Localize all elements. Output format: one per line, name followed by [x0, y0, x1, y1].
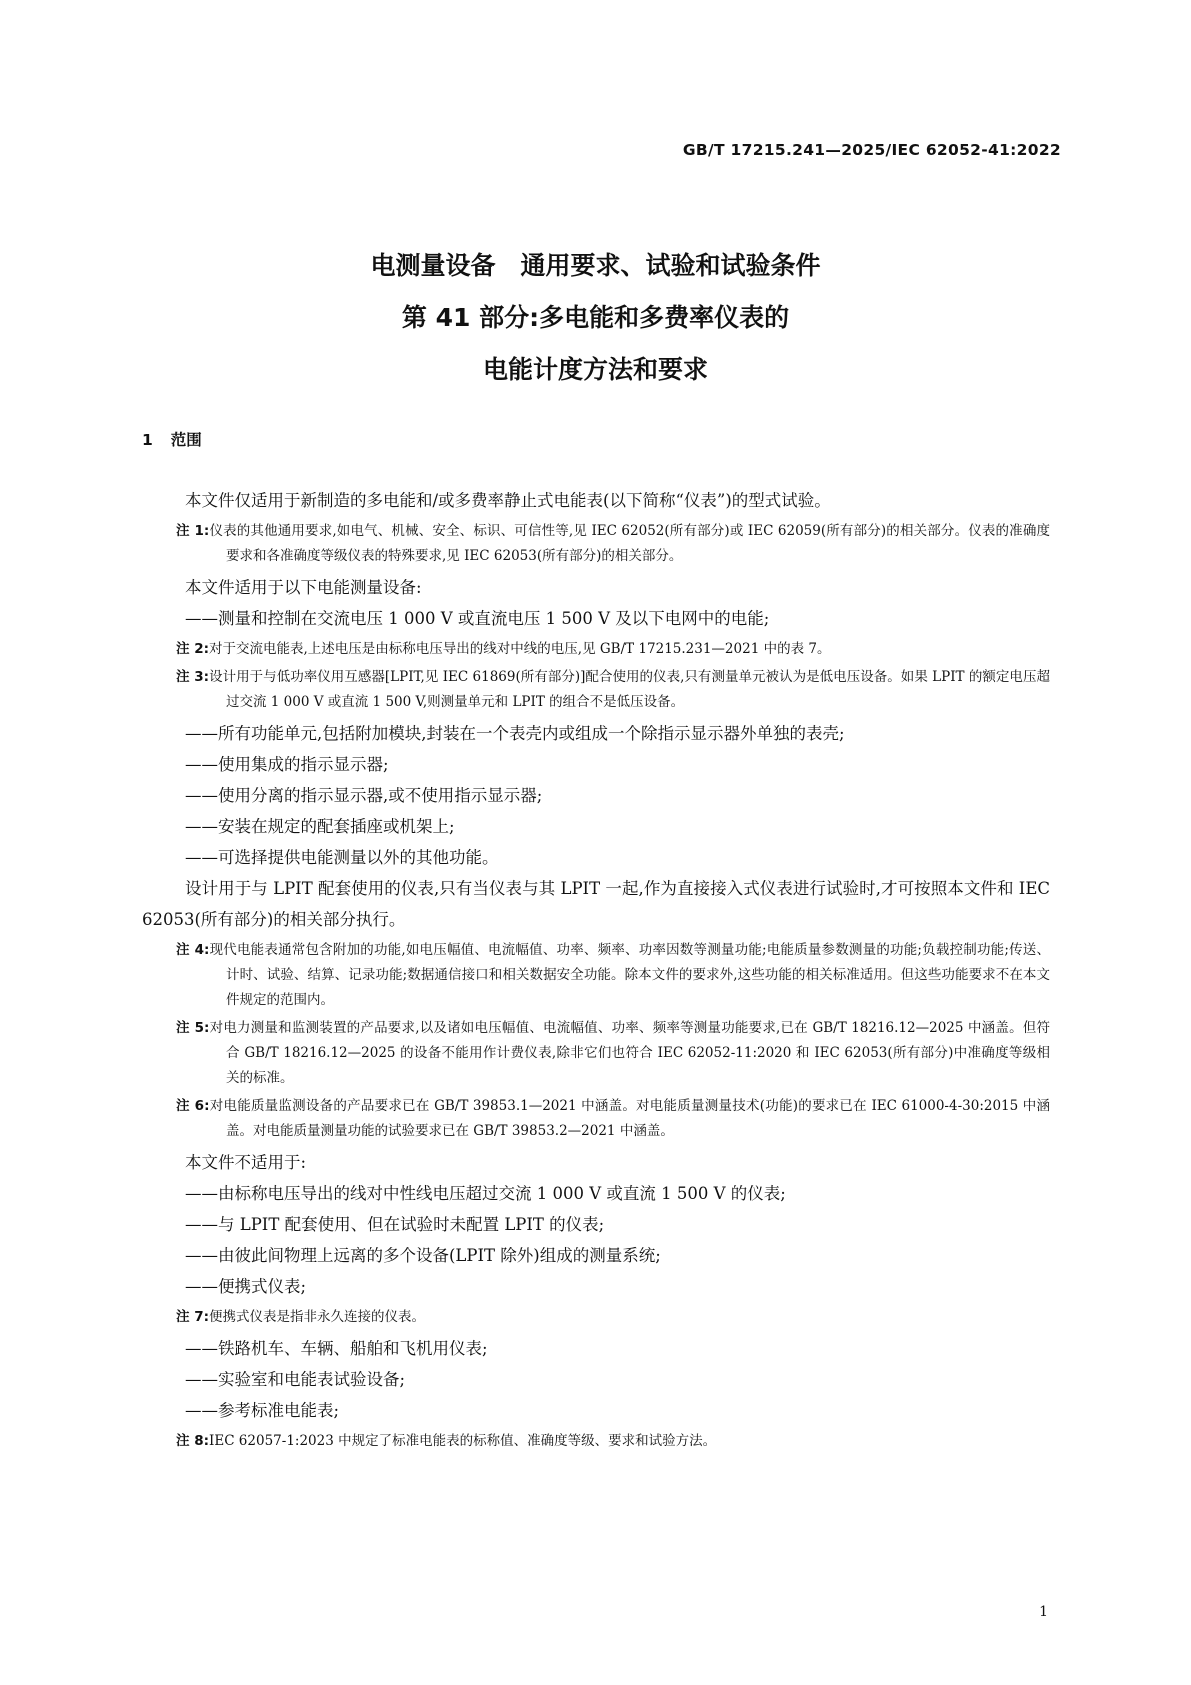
note-label: 注 1:	[176, 523, 210, 539]
section-heading	[142, 428, 202, 450]
title-line-1: 电测量设备 通用要求、试验和试验条件	[370, 251, 821, 280]
list-item: ——可选择提供电能测量以外的其他功能。	[185, 848, 499, 867]
document-title	[0, 240, 1191, 396]
document-code: GB/T 17215.241—2025/IEC 62052-41:2022	[682, 141, 1061, 159]
note-label: 注 2:	[176, 641, 209, 657]
paragraph: 本文件不适用于:	[185, 1153, 307, 1172]
list-item: ——由标称电压导出的线对中性线电压超过交流 1 000 V 或直流 1 500 V 的仪表;	[185, 1184, 786, 1203]
title-line-2: 第 41 部分:多电能和多费率仪表的	[401, 303, 790, 332]
note-text: 对电能质量监测设备的产品要求已在 GB/T 39853.1—2021 中涵盖。对电能质量测量技术(功能)的要求已在 IEC 61000-4-30:2015 中涵盖。对电能质量测量功能的试验要求已在 GB/T 39853.2—2021 中涵盖。	[209, 1098, 1050, 1139]
section-number: 1	[142, 431, 153, 449]
note-text: 仪表的其他通用要求,如电气、机械、安全、标识、可信性等,见 IEC 62052(所有部分)或 IEC 62059(所有部分)的相关部分。仪表的准确度要求和各准确度等级仪表的特殊要求,见 IEC 62053(所有部分)的相关部分。	[209, 523, 1050, 564]
paragraph: 设计用于与 LPIT 配套使用的仪表,只有当仪表与其 LPIT 一起,作为直接接入式仪表进行试验时,才可按照本文件和 IEC 62053(所有部分)的相关部分执行。	[142, 879, 1050, 929]
list-item: ——铁路机车、车辆、船舶和飞机用仪表;	[185, 1339, 488, 1358]
note-label: 注 7:	[176, 1309, 209, 1325]
paragraph: 本文件仅适用于新制造的多电能和/或多费率静止式电能表(以下简称“仪表”)的型式试验。	[185, 491, 831, 510]
note-text: 便携式仪表是指非永久连接的仪表。	[209, 1309, 425, 1325]
note	[142, 1429, 1050, 1454]
section-body	[142, 485, 1050, 1457]
list-item: ——由彼此间物理上远离的多个设备(LPIT 除外)组成的测量系统;	[185, 1246, 661, 1265]
list-item: ——参考标准电能表;	[185, 1401, 340, 1420]
note	[142, 1094, 1050, 1144]
note	[142, 1016, 1050, 1091]
note-text: 对电力测量和监测装置的产品要求,以及诸如电压幅值、电流幅值、功率、频率等测量功能要求,已在 GB/T 18216.12—2025 中涵盖。但符合 GB/T 18216.12—2025 的设备不能用作计费仪表,除非它们也符合 IEC 62052-11:2020 和 IEC 62053(所有部分)中准确度等级相关的标准。	[209, 1020, 1050, 1086]
list-item: ——使用集成的指示显示器;	[185, 755, 389, 774]
note-label: 注 6:	[176, 1098, 210, 1114]
section-title: 范围	[170, 431, 202, 449]
note-label: 注 5:	[176, 1020, 210, 1036]
note-text: 现代电能表通常包含附加的功能,如电压幅值、电流幅值、功率、频率、功率因数等测量功能;电能质量参数测量的功能;负载控制功能;传送、计时、试验、结算、记录功能;数据通信接口和相关数据安全功能。除本文件的要求外,这些功能的相关标准适用。但这些功能要求不在本文件规定的范围内。	[209, 942, 1050, 1008]
list-item: ——安装在规定的配套插座或机架上;	[185, 817, 455, 836]
list-item: ——使用分离的指示显示器,或不使用指示显示器;	[185, 786, 543, 805]
page-number: 1	[1039, 1604, 1048, 1620]
note-text: 设计用于与低功率仪用互感器[LPIT,见 IEC 61869(所有部分)]配合使用的仪表,只有测量单元被认为是低电压设备。如果 LPIT 的额定电压超过交流 1 000 V 或直流 1 500 V,则测量单元和 LPIT 的组合不是低压设备。	[209, 669, 1050, 710]
note	[142, 1305, 1050, 1330]
note-label: 注 4:	[176, 942, 210, 958]
note-text: IEC 62057-1:2023 中规定了标准电能表的标称值、准确度等级、要求和试验方法。	[209, 1433, 717, 1449]
note	[142, 519, 1050, 569]
title-line-3: 电能计度方法和要求	[482, 355, 708, 384]
note-label: 注 8:	[176, 1433, 209, 1449]
note	[142, 637, 1050, 662]
list-item: ——所有功能单元,包括附加模块,封装在一个表壳内或组成一个除指示显示器外单独的表壳;	[185, 724, 845, 743]
note-label: 注 3:	[176, 669, 210, 685]
paragraph: 本文件适用于以下电能测量设备:	[185, 578, 422, 597]
list-item: ——与 LPIT 配套使用、但在试验时未配置 LPIT 的仪表;	[185, 1215, 605, 1234]
note	[142, 665, 1050, 715]
list-item: ——实验室和电能表试验设备;	[185, 1370, 406, 1389]
list-item: ——便携式仪表;	[185, 1277, 307, 1296]
note-text: 对于交流电能表,上述电压是由标称电压导出的线对中线的电压,见 GB/T 17215.231—2021 中的表 7。	[209, 641, 831, 657]
note	[142, 938, 1050, 1013]
list-item: ——测量和控制在交流电压 1 000 V 或直流电压 1 500 V 及以下电网中的电能;	[185, 609, 770, 628]
